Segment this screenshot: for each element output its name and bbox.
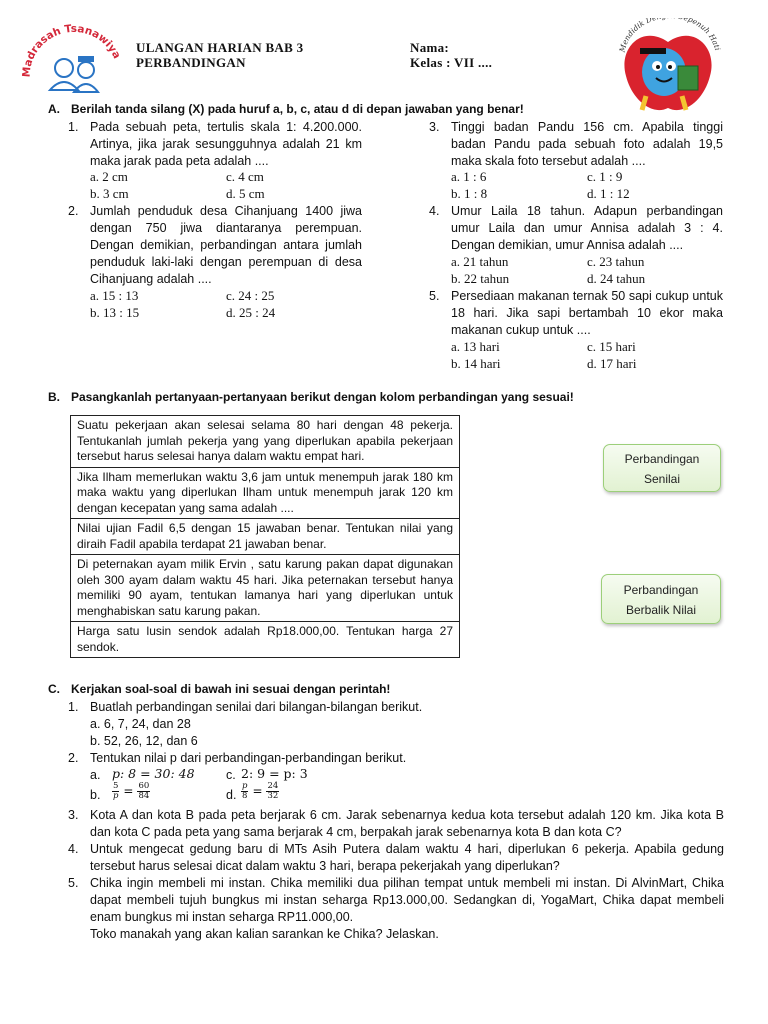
question-c1-text: Buatlah perbandingan senilai dari bilangan-bilangan berikut. [90, 700, 423, 714]
question-a2 [68, 203, 362, 288]
fraction-denominator: 84 [138, 791, 150, 801]
section-c-instruction: Kerjakan soal-soal di bawah ini sesuai dengan perintah! [71, 682, 391, 696]
matching-item-4[interactable]: Di peternakan ayam milik Ervin , satu karung pakan dapat digunakan oleh 300 ayam dalam waktu 45 hari. Jika peternakan tersebut hanya memiliki 90 ayam, tentukan lamanya hari yang diperlukan untuk menghabiskan satu karung pakan. [71, 555, 459, 622]
question-number: 2. [68, 204, 79, 218]
question-c2-part-b-label: b. [90, 788, 101, 802]
question-c5-text: Chika ingin membeli mi instan. Chika memiliki dua pilihan tempat untuk membeli mi instan. Di AlvinMart, Chika dapat membeli tujuh bungkus mi instan seharga Rp13.000,00. Sedangkan di, YogaMart, Chika dapat membeli enam bungkus mi instan seharga RP11.000,00. [90, 876, 724, 924]
option-d[interactable]: d. 24 tahun [587, 271, 646, 286]
question-c2-text: Tentukan nilai p dari perbandingan-perbandingan berikut. [90, 751, 407, 765]
question-number: 3. [429, 120, 440, 134]
question-c2-part-c-expr: 2: 9 = p: 3 [241, 766, 308, 781]
fraction-numerator: 24 [267, 781, 279, 791]
option-perbandingan-berbalik-nilai[interactable] [601, 574, 721, 624]
question-a1 [68, 119, 362, 170]
mascot-logo [612, 18, 724, 118]
question-number: 4. [68, 842, 79, 856]
question-c2-part-d-expr: $\frac{p}{8}$ = $\frac{24}{32}$ [242, 781, 279, 801]
option-c[interactable]: c. 15 hari [587, 339, 636, 354]
option-a[interactable]: a. 21 tahun [451, 254, 509, 269]
question-number: 5. [429, 289, 440, 303]
matching-item-1[interactable]: Suatu pekerjaan akan selesai selama 80 hari dengan 48 pekerja. Tentukanlah jumlah pekerja yang yang diperlukan apabila pekerjaan tersebut harus selesai hanya dalam waktu empat hari. [71, 416, 459, 468]
fraction-numerator: 60 [138, 781, 150, 791]
question-c1-part-b: b. 52, 26, 12, dan 6 [90, 734, 198, 748]
question-c5-prompt: Toko manakah yang akan kalian sarankan ke Chika? Jelaskan. [90, 927, 439, 941]
question-text: Pada sebuah peta, tertulis skala 1: 4.200.000. Artinya, jika jarak sesungguhnya adalah 21 km maka jarak pada peta adalah .... [90, 120, 362, 168]
question-text: Tinggi badan Pandu 156 cm. Apabila tinggi badan Pandu pada sebuah foto adalah 19,5 maka skala foto tersebut adalah .... [451, 120, 723, 168]
option-label-line2: Senilai [643, 472, 681, 486]
option-a[interactable]: a. 15 : 13 [90, 288, 139, 303]
option-a[interactable]: a. 1 : 6 [451, 169, 487, 184]
class-field-label: Kelas : VII .... [410, 55, 493, 70]
matching-item-2[interactable]: Jika Ilham memerlukan waktu 3,6 jam untuk menempuh jarak 180 km maka waktu yang diperlukan Ilham untuk menempuh jarak 120 km dengan kecepatan yang sama adalah .... [71, 468, 459, 520]
svg-text:Mendidik Dengan Sepenuh Hati: Mendidik D penuh Hati [617, 18, 723, 54]
option-b[interactable]: b. 22 tahun [451, 271, 510, 286]
question-c2-part-a-expr: p: 8 = 30: 48 [112, 766, 195, 781]
option-d[interactable]: d. 5 cm [226, 186, 265, 201]
option-c[interactable]: c. 24 : 25 [226, 288, 275, 303]
question-c1-part-a: a. 6, 7, 24, dan 28 [90, 717, 191, 731]
question-c2-part-a-label: a. [90, 768, 101, 782]
school-logo [20, 18, 124, 98]
question-number: 5. [68, 876, 79, 890]
section-b-letter: B. [48, 390, 60, 404]
matching-item-5[interactable]: Harga satu lusin sendok adalah Rp18.000,00. Tentukan harga 27 sendok. [77, 624, 453, 654]
matching-questions-table [70, 415, 460, 658]
option-b[interactable]: b. 3 cm [90, 186, 129, 201]
question-number: 4. [429, 204, 440, 218]
question-c2-part-d-label: d. [226, 788, 237, 802]
fraction-denominator: p [112, 791, 119, 801]
question-number: 1. [68, 700, 79, 714]
option-d[interactable]: d. 1 : 12 [587, 186, 630, 201]
question-text: Jumlah penduduk desa Cihanjuang 1400 jiwa dengan 750 jiwa diantaranya perempuan. Dengan demikian, perbandingan antara jumlah penduduk laki-laki dengan perempuan di desa Cihanjuang adalah .... [90, 204, 362, 286]
option-b[interactable]: b. 1 : 8 [451, 186, 488, 201]
question-a5 [429, 288, 723, 339]
question-text: Persediaan makanan ternak 50 sapi cukup untuk 18 hari. Jika sapi bertambah 10 ekor maka makanan cukup untuk .... [451, 289, 723, 337]
question-number: 3. [68, 808, 79, 822]
svg-text:Madrasah Tsanawiyah ASIH PUTER: Madrasah Tsanawiya [20, 22, 123, 78]
section-a-letter: A. [48, 102, 60, 116]
option-a[interactable]: a. 13 hari [451, 339, 500, 354]
question-c4-text: Untuk mengecat gedung baru di MTs Asih Putera dalam waktu 4 hari, diperlukan 6 pekerja. Apabila gedung tersebut harus selesai dicat dalam waktu 3 hari, berapa pekerjakah yang diperlukan? [90, 842, 724, 873]
option-c[interactable]: c. 4 cm [226, 169, 264, 184]
option-c[interactable]: c. 1 : 9 [587, 169, 623, 184]
question-text: Umur Laila 18 tahun. Adapun perbandingan umur Laila dan umur Annisa adalah 3 : 4. Dengan demikian, umur Annisa adalah .... [451, 204, 723, 252]
question-a4 [429, 203, 723, 254]
fraction-numerator: p [242, 781, 248, 791]
question-c3-text: Kota A dan kota B pada peta berjarak 6 cm. Jarak sebenarnya kedua kota tersebut adalah 120 km. Jika kota B dan kota C pada peta yang sama berjarak 4 cm, berpakah jarak sebenarnya kota B dan kota C? [90, 808, 724, 839]
option-b[interactable]: b. 13 : 15 [90, 305, 140, 320]
question-number: 1. [68, 120, 79, 134]
section-a-instruction: Berilah tanda silang (X) pada huruf a, b, c, atau d di depan jawaban yang benar! [71, 102, 524, 116]
matching-item-3[interactable]: Nilai ujian Fadil 6,5 dengan 15 jawaban benar. Tentukan nilai yang diraih Fadil apabila terdapat 21 jawaban benar. [71, 519, 459, 555]
exam-subtitle: PERBANDINGAN [136, 55, 246, 70]
school-logo-icon [20, 18, 124, 98]
option-a[interactable]: a. 2 cm [90, 169, 128, 184]
option-d[interactable]: d. 17 hari [587, 356, 637, 371]
fraction-denominator: 32 [267, 791, 279, 801]
question-number: 2. [68, 751, 79, 765]
question-a3 [429, 119, 723, 170]
name-field-label: Nama: [410, 40, 450, 55]
option-c[interactable]: c. 23 tahun [587, 254, 645, 269]
option-d[interactable]: d. 25 : 24 [226, 305, 276, 320]
option-label-line1: Perbandingan [624, 452, 700, 466]
question-c2-part-b-expr: $\frac{5}{p}$ = $\frac{60}{84}$ [112, 781, 150, 801]
exam-title: ULANGAN HARIAN BAB 3 [136, 40, 304, 55]
option-label-line1: Perbandingan [623, 583, 699, 597]
fraction-numerator: 5 [113, 781, 119, 791]
fraction-denominator: 8 [242, 791, 248, 801]
apple-mascot-icon [612, 18, 724, 118]
option-label-line2: Berbalik Nilai [625, 603, 697, 617]
question-c2-part-c-label: c. [226, 768, 236, 782]
section-b-instruction: Pasangkanlah pertanyaan-pertanyaan berikut dengan kolom perbandingan yang sesuai! [71, 390, 574, 404]
option-b[interactable]: b. 14 hari [451, 356, 501, 371]
section-c-letter: C. [48, 682, 60, 696]
option-perbandingan-senilai[interactable] [603, 444, 721, 492]
